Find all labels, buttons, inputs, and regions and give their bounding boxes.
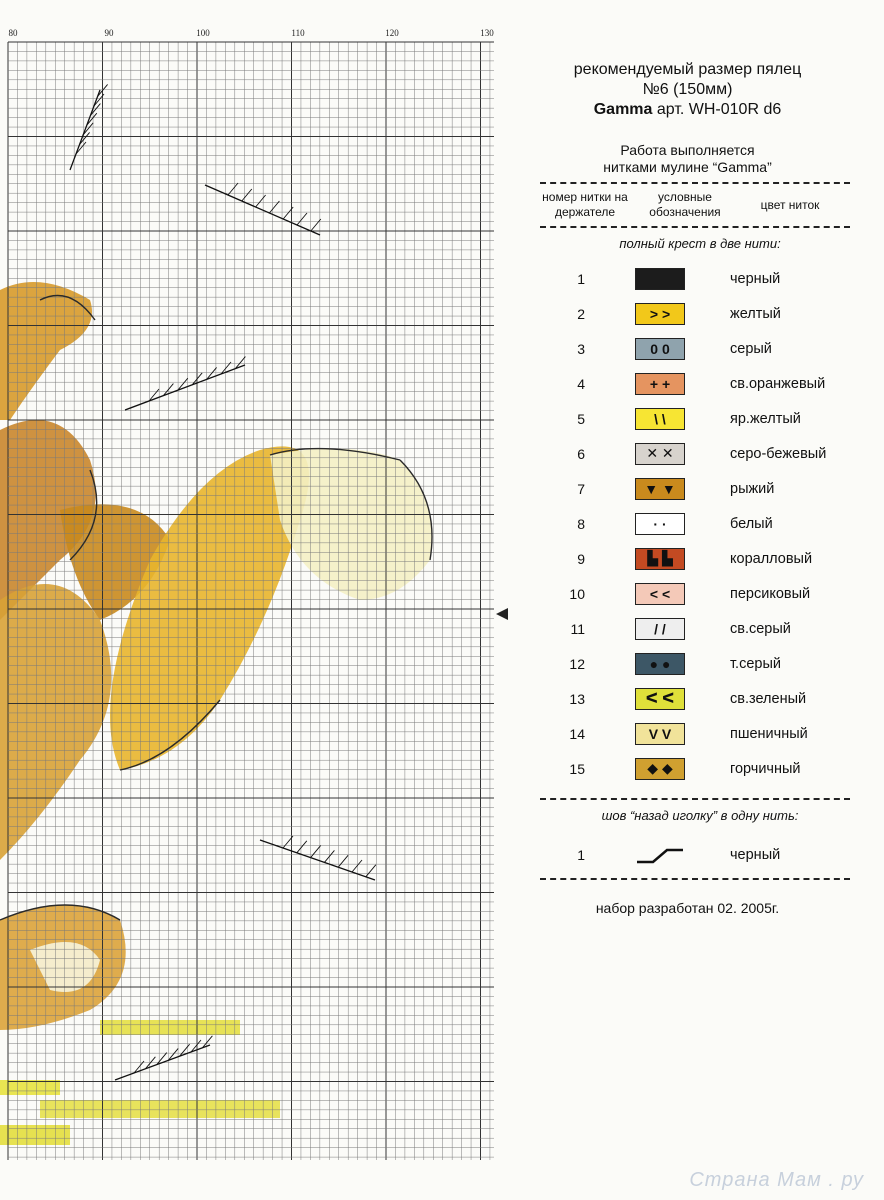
divider [540,226,850,228]
legend-panel [515,60,860,916]
thread-number: 11 [570,620,585,637]
stitch-motif-region [0,1080,60,1095]
hoop-number-line: №6 (150мм) [642,81,733,98]
backstitch-row [515,837,860,872]
thread-row [515,681,860,716]
feather-barb [242,189,252,201]
thread-row [515,611,860,646]
thread-symbol-glyph: ▼ ▼ [644,480,676,497]
feather-barb [87,113,97,125]
thread-color-name: белый [730,515,773,532]
thread-symbol-glyph: · · [653,515,667,532]
thread-symbol-swatch [635,723,685,745]
thread-symbol-glyph: + + [649,375,671,392]
thread-symbol-swatch [635,443,685,465]
thread-color-name: желтый [730,305,781,322]
thread-number: 7 [577,480,585,497]
stitch-motif-region [100,1020,240,1035]
thread-symbol-swatch [635,303,685,325]
axis-label-130: 130 [480,28,494,38]
axis-label-90: 90 [104,28,114,38]
legend-header [540,190,850,220]
feather-barb [297,213,307,225]
thread-symbol-glyph: ◆ ◆ [647,760,673,776]
feather-barb [297,841,307,853]
thread-row [515,716,860,751]
thread-row [515,506,860,541]
kit-date-note: набор разработан 02. 2005г. [595,900,780,916]
thread-number: 15 [569,760,585,777]
thread-number: 1 [577,270,585,287]
full-cross-caption: полный крест в две нити: [619,236,781,251]
thread-symbol-swatch [635,373,685,395]
feather-barb [83,123,93,135]
thread-number: 6 [577,445,585,462]
thread-color-name: т.серый [730,655,781,672]
backstitch-number: 1 [577,846,585,863]
thread-symbol-swatch [635,478,685,500]
thread-symbol-glyph: ▙ ▙ [647,550,673,566]
feather-barb [338,855,348,867]
thread-color-name: св.серый [730,620,791,637]
watermark-logo: Страна Мам . ру [689,1169,864,1191]
thread-row [515,331,860,366]
article-line [515,100,860,120]
feather-barb [76,142,86,154]
column-symbol: условные обозначения [649,190,721,219]
thread-symbol-glyph: / / [654,620,666,637]
axis-label-120: 120 [385,28,399,38]
feather-barb [80,132,90,144]
thread-list [515,261,860,786]
feather-backstitch [125,365,245,410]
thread-number: 12 [569,655,585,672]
axis-label-80: 80 [8,28,18,38]
thread-color-name: серо-бежевый [730,445,827,462]
stitch-motif-region [0,1125,70,1145]
instructions-line1: Работа выполняется [620,142,755,158]
axis-label-100: 100 [196,28,210,38]
thread-number: 3 [577,340,585,357]
thread-row [515,576,860,611]
thread-number: 9 [577,550,585,567]
feather-barb [256,195,266,207]
thread-color-name: горчичный [730,760,801,777]
divider [540,878,850,880]
thread-color-name: серый [730,340,772,357]
thread-symbol-glyph: 0 0 [650,340,670,357]
backstitch-caption: шов “назад иголку” в одну нить: [601,808,799,823]
thread-color-name: св.оранжевый [730,375,826,392]
backstitch-color: черный [730,846,781,863]
thread-color-name: яр.желтый [730,410,801,427]
brand-name: Gamma [593,101,653,118]
divider [540,798,850,800]
column-color: цвет ниток [760,197,820,212]
thread-symbol-swatch [635,338,685,360]
center-marker-arrow-icon [496,608,508,620]
thread-row [515,261,860,296]
thread-symbol-glyph: ✕ ✕ [646,445,674,461]
thread-symbol-swatch [635,408,685,430]
feather-backstitch [70,90,100,170]
thread-symbol-swatch [635,583,685,605]
thread-row [515,646,860,681]
thread-symbol-glyph: V V [648,725,672,742]
thread-row [515,366,860,401]
thread-number: 4 [577,375,585,392]
thread-number: 2 [577,305,585,322]
hoop-size-line: рекомендуемый размер пялец [573,61,802,78]
divider [540,182,850,184]
thread-color-name: черный [730,270,781,287]
feather-barb [90,104,100,116]
thread-color-name: персиковый [730,585,811,602]
thread-number: 13 [569,690,585,707]
thread-symbol-glyph: ᐸ ᐸ [645,690,675,706]
feather-barb [311,219,321,231]
thread-symbol-swatch [635,548,685,570]
thread-color-name: коралловый [730,550,813,567]
thread-symbol-swatch [635,688,685,710]
thread-number: 8 [577,515,585,532]
instructions-line2: нитками мулине “Gamma” [603,159,772,175]
backstitch-line-icon [635,844,685,866]
thread-color-name: рыжий [730,480,775,497]
thread-number: 5 [577,410,585,427]
thread-row [515,541,860,576]
thread-symbol-swatch [635,268,685,290]
thread-color-name: пшеничный [730,725,808,742]
thread-symbol-swatch [635,618,685,640]
thread-row [515,751,860,786]
thread-row [515,401,860,436]
feather-barb [311,846,321,858]
thread-symbol-swatch [635,653,685,675]
thread-symbol-glyph: < < [649,585,671,602]
axis-label-110: 110 [291,28,305,38]
thread-row [515,471,860,506]
thread-symbol-swatch [635,513,685,535]
thread-row [515,296,860,331]
thread-number: 10 [569,585,585,602]
article-number: арт. WH-010R d6 [652,101,782,118]
feather-backstitch [205,185,320,235]
thread-symbol-glyph: > > [649,305,671,322]
thread-symbol-glyph: \ \ [654,410,666,427]
stitch-motif-region [0,584,111,860]
stitch-motif-region [270,449,432,600]
thread-color-name: св.зеленый [730,690,807,707]
feather-barb [352,860,362,872]
thread-number: 14 [569,725,585,742]
thread-row [515,436,860,471]
thread-symbol-glyph: ● ● [649,655,671,672]
column-number: номер нитки на держателе [542,190,628,219]
thread-symbol-swatch [635,758,685,780]
